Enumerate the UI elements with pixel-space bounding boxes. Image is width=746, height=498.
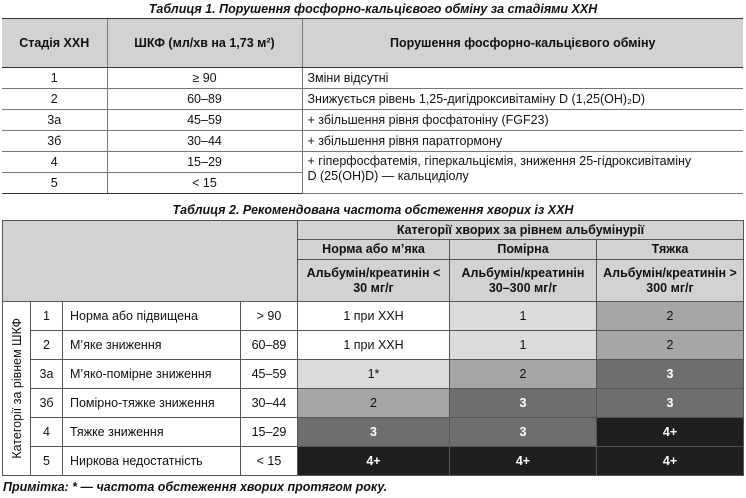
- freq-cell: 4+: [450, 447, 597, 476]
- table1-header-row: [2, 19, 743, 68]
- stage-cell: 3б: [2, 131, 107, 152]
- freq-cell: 4+: [298, 447, 450, 476]
- freq-cell: 1: [450, 302, 597, 331]
- cat-cell: 4: [31, 418, 63, 447]
- label-cell: М’яко-помірне зниження: [63, 360, 241, 389]
- freq-cell: 2: [298, 389, 450, 418]
- freq-cell: 3: [597, 389, 744, 418]
- freq-cell: 4+: [597, 447, 744, 476]
- cat-cell: 1: [31, 302, 63, 331]
- cat-cell: 2: [31, 331, 63, 360]
- freq-cell: 1 при ХХН: [298, 302, 450, 331]
- table2-title: Таблиця 2. Рекомендована частота обстеження хворих із ХХН: [172, 203, 574, 217]
- gfr-cell: < 15: [107, 173, 302, 194]
- table1-header-gfr: ШКФ (мл/хв на 1,73 м²): [107, 19, 302, 68]
- freq-cell: 3: [450, 418, 597, 447]
- freq-cell: 1*: [298, 360, 450, 389]
- gfr-cell: > 90: [241, 302, 298, 331]
- table2-corner: [3, 221, 298, 302]
- label-cell: Ниркова недостатність: [63, 447, 241, 476]
- desc-cell: + збільшення рівня паратгормону: [302, 131, 743, 152]
- freq-cell: 2: [597, 331, 744, 360]
- col-header-moderate: Помірна: [450, 240, 597, 260]
- label-cell: М’яке зниження: [63, 331, 241, 360]
- freq-cell: 1 при ХХН: [298, 331, 450, 360]
- table2-note: Примітка: * — частота обстеження хворих протягом року.: [3, 480, 388, 494]
- table-row: [2, 68, 743, 89]
- label-cell: Норма або підвищена: [63, 302, 241, 331]
- freq-cell: 2: [450, 360, 597, 389]
- cat-cell: 3а: [31, 360, 63, 389]
- gfr-cell: 15–29: [107, 152, 302, 173]
- gfr-cell: 60–89: [107, 89, 302, 110]
- stage-cell: 2: [2, 89, 107, 110]
- col-sub-moderate: Альбумін/креатинін 30–300 мг/г: [450, 260, 597, 302]
- table1-header-disorder: Порушення фосфорно-кальцієвого обміну: [302, 19, 743, 68]
- table1-title: Таблиця 1. Порушення фосфорно-кальцієвого обміну за стадіями ХХН: [148, 2, 598, 16]
- table-row: [2, 152, 743, 173]
- desc-line-1: + гіперфосфатемія, гіперкальціємія, зниження 25-гідроксивітаміну: [307, 154, 692, 168]
- stage-cell: 5: [2, 173, 107, 194]
- col-sub-severe: Альбумін/креатинін > 300 мг/г: [597, 260, 744, 302]
- stage-cell: 1: [2, 68, 107, 89]
- table-row: [2, 89, 743, 110]
- cat-cell: 3б: [31, 389, 63, 418]
- freq-cell: 3: [597, 360, 744, 389]
- stage-cell: 4: [2, 152, 107, 173]
- gfr-cell: 45–59: [107, 110, 302, 131]
- table-row: [2, 110, 743, 131]
- gfr-cell: 45–59: [241, 360, 298, 389]
- desc-cell: Зміни відсутні: [302, 68, 743, 89]
- gfr-cell: 30–44: [107, 131, 302, 152]
- freq-cell: 3: [298, 418, 450, 447]
- table2-group-header: Категорії хворих за рівнем альбумінурії: [298, 221, 744, 240]
- desc-cell: + збільшення рівня фосфатоніну (FGF23): [302, 110, 743, 131]
- freq-cell: 1: [450, 331, 597, 360]
- gfr-cell: 30–44: [241, 389, 298, 418]
- stage-cell: 3а: [2, 110, 107, 131]
- gfr-cell: ≥ 90: [107, 68, 302, 89]
- table1: [2, 18, 743, 194]
- gfr-cell: < 15: [241, 447, 298, 476]
- label-cell: Помірно-тяжке зниження: [63, 389, 241, 418]
- table-row: [3, 302, 744, 331]
- gfr-cell: 15–29: [241, 418, 298, 447]
- col-header-severe: Тяжка: [597, 240, 744, 260]
- table-row: [3, 418, 744, 447]
- table1-header-stage: Стадія ХХН: [2, 19, 107, 68]
- table-row: [3, 389, 744, 418]
- desc-line-2: D (25(OH)D) — кальцидіолу: [307, 169, 469, 183]
- freq-cell: 2: [597, 302, 744, 331]
- table-row: [3, 360, 744, 389]
- label-cell: Тяжке зниження: [63, 418, 241, 447]
- freq-cell: 3: [450, 389, 597, 418]
- table-row: [3, 447, 744, 476]
- table-row: [3, 331, 744, 360]
- desc-cell: [302, 152, 743, 194]
- col-header-mild: Норма або м’яка: [298, 240, 450, 260]
- freq-cell: 4+: [597, 418, 744, 447]
- desc-cell: Знижується рівень 1,25-дигідроксивітаміну D (1,25(OH)₂D): [302, 89, 743, 110]
- gfr-cell: 60–89: [241, 331, 298, 360]
- cat-cell: 5: [31, 447, 63, 476]
- table-row: [2, 131, 743, 152]
- side-label: Категорії за рівнем ШКФ: [9, 318, 24, 459]
- table2: [2, 220, 744, 476]
- col-sub-mild: Альбумін/креатинін < 30 мг/г: [298, 260, 450, 302]
- side-label-cell: [3, 302, 31, 476]
